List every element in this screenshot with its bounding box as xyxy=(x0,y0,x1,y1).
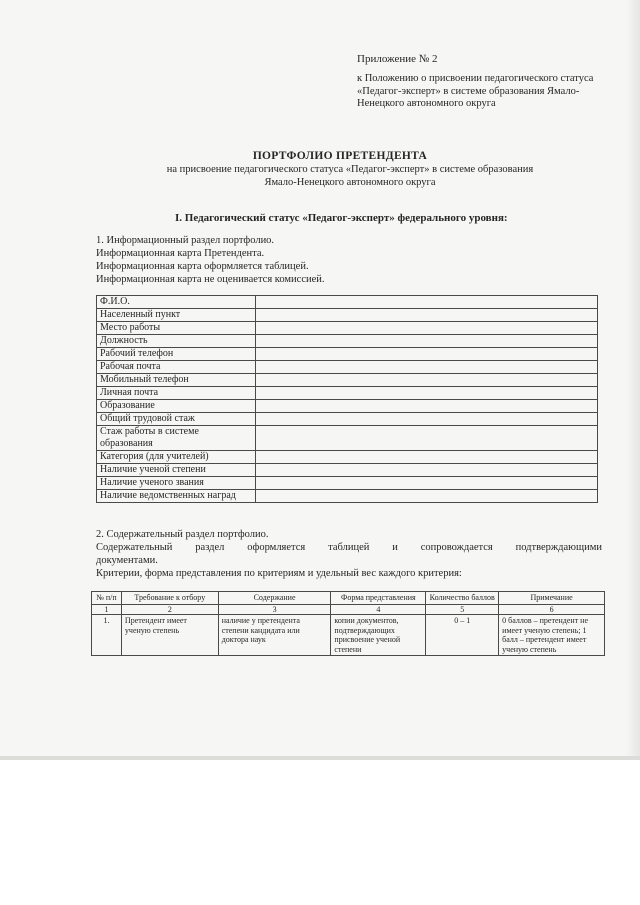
row-label: Наличие ученого звания xyxy=(97,477,256,490)
column-number: 3 xyxy=(218,604,331,615)
table-row xyxy=(97,451,598,464)
table-row xyxy=(97,361,598,374)
row-score: 0 – 1 xyxy=(426,615,499,656)
column-header: № п/п xyxy=(92,592,122,605)
row-label: Ф.И.О. xyxy=(97,296,256,309)
row-value xyxy=(256,348,598,361)
row-note: 0 баллов – претендент не имеет ученую степень; 1 балл – претендент имеет ученую степень xyxy=(499,615,605,656)
column-number: 6 xyxy=(499,604,605,615)
row-label: Категория (для учителей) xyxy=(97,451,256,464)
table-row xyxy=(97,374,598,387)
page-bottom-edge xyxy=(0,756,640,760)
intro-line: Информационная карта Претендента. xyxy=(96,248,265,259)
row-value xyxy=(256,374,598,387)
intro-line: 1. Информационный раздел портфолио. xyxy=(96,235,275,246)
row-label: Наличие ученой степени xyxy=(97,464,256,477)
row-value xyxy=(256,387,598,400)
row-value xyxy=(256,413,598,426)
appendix-label: Приложение № 2 xyxy=(357,53,438,65)
row-label: Рабочая почта xyxy=(97,361,256,374)
table-row xyxy=(97,387,598,400)
row-value xyxy=(256,451,598,464)
criteria-table xyxy=(91,591,605,656)
table-row xyxy=(97,335,598,348)
document-title: ПОРТФОЛИО ПРЕТЕНДЕНТА xyxy=(252,150,428,162)
table-row xyxy=(97,413,598,426)
row-value xyxy=(256,477,598,490)
row-value xyxy=(256,335,598,348)
intro-text xyxy=(96,234,325,286)
row-number: 1. xyxy=(92,615,122,656)
column-number: 4 xyxy=(331,604,426,615)
intro-line: Информационная карта не оценивается комиссией. xyxy=(96,274,325,285)
row-value xyxy=(256,296,598,309)
part2-line: Критерии, форма представления по критериям и удельный вес каждого критерия: xyxy=(96,568,462,579)
section-heading: I. Педагогический статус «Педагог-эксперт» федерального уровня: xyxy=(175,212,508,224)
content-section-text xyxy=(96,528,602,580)
part2-line: Содержательный раздел оформляется таблицей и сопровождается подтверждающими xyxy=(96,542,602,553)
row-label: Стаж работы в системе образования xyxy=(97,426,256,451)
table-row xyxy=(92,615,605,656)
subtitle-line-1: на присвоение педагогического статуса «Педагог-эксперт» в системе образования xyxy=(166,164,534,175)
row-value xyxy=(256,426,598,451)
table-row xyxy=(97,348,598,361)
row-label: Мобильный телефон xyxy=(97,374,256,387)
column-number: 2 xyxy=(121,604,218,615)
row-content: наличие у претендента степени кандидата или доктора наук xyxy=(218,615,331,656)
part2-line: документами. xyxy=(96,555,158,566)
table-row xyxy=(97,400,598,413)
table-row xyxy=(97,464,598,477)
page-edge-shadow xyxy=(626,0,640,760)
row-value xyxy=(256,400,598,413)
column-number-row xyxy=(92,604,605,615)
table-row xyxy=(97,490,598,503)
intro-line: Информационная карта оформляется таблицей. xyxy=(96,261,309,272)
column-number: 5 xyxy=(426,604,499,615)
subtitle-line-2: Ямало-Ненецкого автономного округа xyxy=(264,177,436,188)
row-label: Рабочий телефон xyxy=(97,348,256,361)
row-label: Должность xyxy=(97,335,256,348)
table-row xyxy=(97,309,598,322)
row-label: Образование xyxy=(97,400,256,413)
table-row xyxy=(97,296,598,309)
row-requirement: Претендент имеет ученую степень xyxy=(121,615,218,656)
column-header: Форма представления xyxy=(331,592,426,605)
row-value xyxy=(256,322,598,335)
row-value xyxy=(256,464,598,477)
table-row xyxy=(97,477,598,490)
table-row xyxy=(97,426,598,451)
row-label: Личная почта xyxy=(97,387,256,400)
document-subtitle xyxy=(90,163,610,189)
appendix-reference: к Положению о присвоении педагогического статуса «Педагог-эксперт» в системе образования Ямало-Ненецкого автономного округа xyxy=(357,73,594,109)
column-header: Примечание xyxy=(499,592,605,605)
info-card-table xyxy=(96,295,598,503)
column-number: 1 xyxy=(92,604,122,615)
column-header: Количество баллов xyxy=(426,592,499,605)
table-row xyxy=(97,322,598,335)
row-value xyxy=(256,361,598,374)
column-header: Содержание xyxy=(218,592,331,605)
row-value xyxy=(256,490,598,503)
table-header-row xyxy=(92,592,605,605)
row-value xyxy=(256,309,598,322)
row-label: Населенный пункт xyxy=(97,309,256,322)
row-label: Место работы xyxy=(97,322,256,335)
row-label: Наличие ведомственных наград xyxy=(97,490,256,503)
part2-heading: 2. Содержательный раздел портфолио. xyxy=(96,529,269,540)
row-form: копии документов, подтверждающих присвоение ученой степени xyxy=(331,615,426,656)
row-label: Общий трудовой стаж xyxy=(97,413,256,426)
column-header: Требование к отбору xyxy=(121,592,218,605)
